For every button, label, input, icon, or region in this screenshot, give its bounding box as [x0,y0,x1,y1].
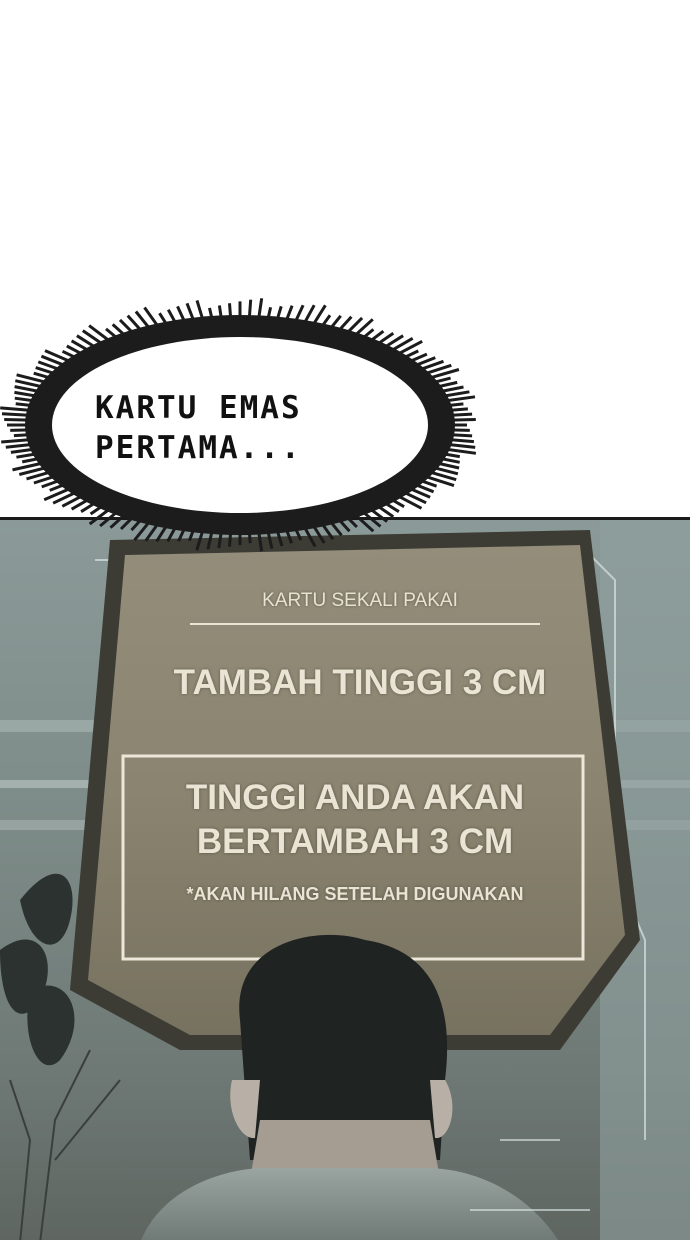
card-description-line-2: BERTAMBAH 3 CM [196,822,514,861]
speech-line-2: PERTAMA... [95,430,302,466]
card-type-label: KARTU SEKALI PAKAI [262,590,458,611]
speech-bubble-text [95,388,365,468]
plant-branches [10,1050,120,1240]
card-title: TAMBAH TINGGI 3 CM [173,663,547,702]
comic-panel [0,517,690,1240]
speech-line-1: KARTU EMAS [95,390,302,426]
person-ear-left [230,1080,260,1138]
card-note: *AKAN HILANG SETELAH DIGUNAKAN [186,884,524,904]
person-shirt [140,1168,560,1240]
plant-leaves [0,874,74,1065]
scene-illustration [0,520,690,1240]
card-description-line-1: TINGGI ANDA AKAN [185,778,525,817]
